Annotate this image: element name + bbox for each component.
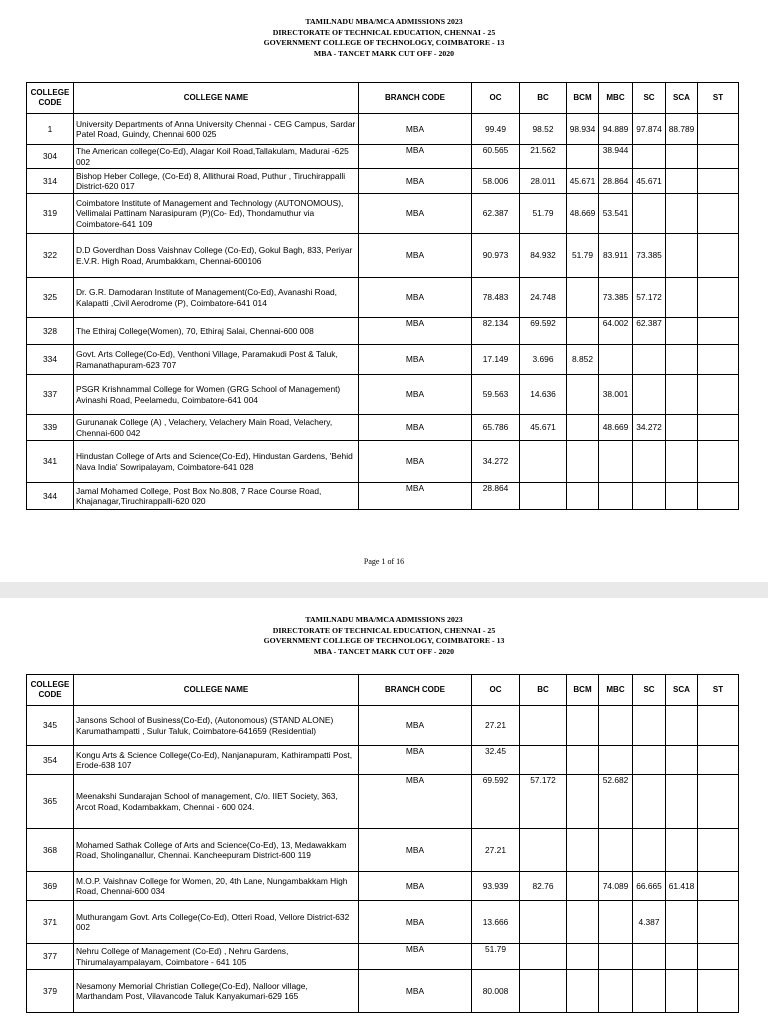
cell-mbc	[599, 345, 633, 375]
header-line-1: TAMILNADU MBA/MCA ADMISSIONS 2023	[305, 17, 463, 26]
cell-sca	[666, 234, 698, 278]
cell-college-code: 344	[27, 483, 74, 510]
cell-sc	[633, 746, 666, 775]
cell-oc: 59.563	[472, 375, 520, 415]
cell-st	[698, 441, 739, 483]
cell-college-code: 319	[27, 194, 74, 234]
cell-bc: 51.79	[520, 194, 567, 234]
header-line-3: GOVERNMENT COLLEGE OF TECHNOLOGY, COIMBATORE - 13	[263, 38, 505, 47]
cell-mbc	[599, 829, 633, 872]
col-sc: SC	[633, 83, 666, 114]
cell-college-name: Govt. Arts College(Co-Ed), Venthoni Village, Paramakudi Post & Taluk, Ramanathapuram-623 707	[74, 345, 359, 375]
cell-st	[698, 872, 739, 901]
cell-st	[698, 901, 739, 944]
cell-sca	[666, 145, 698, 169]
cell-oc: 62.387	[472, 194, 520, 234]
cell-st	[698, 775, 739, 829]
cell-sc	[633, 145, 666, 169]
cell-branch-code: MBA	[359, 901, 472, 944]
cell-sca	[666, 829, 698, 872]
cell-branch-code: MBA	[359, 234, 472, 278]
header-line-2: DIRECTORATE OF TECHNICAL EDUCATION, CHENNAI - 25	[272, 625, 496, 635]
header-line-4: MBA - TANCET MARK CUT OFF - 2020	[313, 646, 455, 656]
cell-bc: 82.76	[520, 872, 567, 901]
document-header	[0, 615, 768, 657]
cell-st	[698, 829, 739, 872]
header-line-4: MBA - TANCET MARK CUT OFF - 2020	[313, 48, 455, 58]
cell-mbc: 64.002	[599, 318, 633, 345]
table-row	[27, 944, 739, 970]
cell-oc: 60.565	[472, 145, 520, 169]
col-sc: SC	[633, 675, 666, 706]
cell-bcm	[567, 706, 599, 746]
cell-bc: 14.636	[520, 375, 567, 415]
cell-branch-code: MBA	[359, 483, 472, 510]
cell-bc: 57.172	[520, 775, 567, 829]
cell-college-code: 379	[27, 970, 74, 1013]
cell-college-name: The American college(Co-Ed), Alagar Koil Road,Tallakulam, Madurai -625 002	[74, 145, 359, 169]
cell-mbc: 74.089	[599, 872, 633, 901]
table-row	[27, 829, 739, 872]
cell-sc	[633, 345, 666, 375]
cell-college-code: 328	[27, 318, 74, 345]
table-header-row	[27, 675, 739, 706]
cell-bc	[520, 901, 567, 944]
table-row	[27, 970, 739, 1013]
cell-sca	[666, 415, 698, 441]
cell-college-code: 339	[27, 415, 74, 441]
cell-st	[698, 145, 739, 169]
cell-st	[698, 114, 739, 145]
cell-sca	[666, 318, 698, 345]
cell-college-name: Dr. G.R. Damodaran Institute of Management(Co-Ed), Avanashi Road, Kalapatti ,Civil Aerodrome (P), Coimbatore-641 014	[74, 278, 359, 318]
table-row	[27, 775, 739, 829]
cell-bc	[520, 706, 567, 746]
page-footer: Page 1 of 16	[363, 557, 405, 566]
col-bc: BC	[520, 675, 567, 706]
cell-branch-code: MBA	[359, 318, 472, 345]
cell-oc: 99.49	[472, 114, 520, 145]
cell-bc	[520, 483, 567, 510]
cutoff-table	[26, 82, 739, 510]
cell-sc	[633, 706, 666, 746]
cell-bc: 98.52	[520, 114, 567, 145]
cell-bc: 45.671	[520, 415, 567, 441]
cell-oc: 58.006	[472, 169, 520, 194]
cell-sca: 88.789	[666, 114, 698, 145]
cell-bcm	[567, 145, 599, 169]
cell-oc: 90.973	[472, 234, 520, 278]
cell-st	[698, 375, 739, 415]
cell-bc: 28.011	[520, 169, 567, 194]
table-body	[27, 114, 739, 510]
table-header-row	[27, 83, 739, 114]
table-row	[27, 278, 739, 318]
cell-st	[698, 318, 739, 345]
table-row	[27, 169, 739, 194]
cell-bc	[520, 829, 567, 872]
cell-st	[698, 746, 739, 775]
cell-bc	[520, 970, 567, 1013]
table-body	[27, 706, 739, 1013]
cell-bcm: 8.852	[567, 345, 599, 375]
cell-college-code: 304	[27, 145, 74, 169]
cell-mbc	[599, 970, 633, 1013]
cell-college-name: M.O.P. Vaishnav College for Women, 20, 4th Lane, Nungambakkam High Road, Chennai-600 034	[74, 872, 359, 901]
col-st: ST	[698, 675, 739, 706]
cell-college-name: PSGR Krishnammal College for Women (GRG School of Management) Avinashi Road, Peelamedu, Coimbatore-641 004	[74, 375, 359, 415]
cell-sc	[633, 194, 666, 234]
cell-st	[698, 706, 739, 746]
cell-bc	[520, 944, 567, 970]
table-row	[27, 415, 739, 441]
cell-sc	[633, 375, 666, 415]
cell-sca	[666, 970, 698, 1013]
cell-bc: 24.748	[520, 278, 567, 318]
col-college-code: COLLEGE CODE	[27, 675, 74, 706]
cell-college-code: 337	[27, 375, 74, 415]
cell-branch-code: MBA	[359, 706, 472, 746]
cell-college-name: Jansons School of Business(Co-Ed), (Autonomous) (STAND ALONE) Karumathampatti , Sulur Taluk, Coimbatore-641659 (Residential)	[74, 706, 359, 746]
cell-mbc: 38.944	[599, 145, 633, 169]
cell-bcm	[567, 872, 599, 901]
cell-bcm	[567, 441, 599, 483]
cell-college-name: Bishop Heber College, (Co-Ed) 8, Allithurai Road, Puthur , Tiruchirappalli District-620 017	[74, 169, 359, 194]
cell-sc: 73.385	[633, 234, 666, 278]
header-line-3: GOVERNMENT COLLEGE OF TECHNOLOGY, COIMBATORE - 13	[263, 636, 505, 645]
cell-branch-code: MBA	[359, 278, 472, 318]
table-row	[27, 706, 739, 746]
cell-bcm: 98.934	[567, 114, 599, 145]
cell-college-code: 322	[27, 234, 74, 278]
cell-sca	[666, 441, 698, 483]
cell-bc	[520, 441, 567, 483]
cell-college-name: D.D Goverdhan Doss Vaishnav College (Co-Ed), Gokul Bagh, 833, Periyar E.V.R. High Road, Arumbakkam, Chennai-600106	[74, 234, 359, 278]
cell-mbc	[599, 483, 633, 510]
cell-mbc	[599, 441, 633, 483]
cell-mbc: 48.669	[599, 415, 633, 441]
cell-sca	[666, 345, 698, 375]
table-row	[27, 441, 739, 483]
cell-bcm	[567, 970, 599, 1013]
cell-college-name: Nehru College of Management (Co-Ed) , Nehru Gardens, Thirumalayampalayam, Coimbatore - 641 105	[74, 944, 359, 970]
cell-mbc	[599, 944, 633, 970]
cell-college-name: Meenakshi Sundarajan School of management, C/o. IIET Society, 363, Arcot Road, Kodambakkam, Chennai - 600 024.	[74, 775, 359, 829]
cell-sc	[633, 829, 666, 872]
cell-bcm	[567, 278, 599, 318]
table-row	[27, 234, 739, 278]
cell-oc: 65.786	[472, 415, 520, 441]
cell-bc: 3.696	[520, 345, 567, 375]
cell-college-code: 334	[27, 345, 74, 375]
header-line-2: DIRECTORATE OF TECHNICAL EDUCATION, CHENNAI - 25	[272, 27, 496, 37]
cell-bc	[520, 746, 567, 775]
cell-sc	[633, 944, 666, 970]
cell-bc: 21.562	[520, 145, 567, 169]
cell-branch-code: MBA	[359, 970, 472, 1013]
cell-sca	[666, 775, 698, 829]
cell-branch-code: MBA	[359, 415, 472, 441]
cell-sca	[666, 944, 698, 970]
cell-oc: 28.864	[472, 483, 520, 510]
col-branch-code: BRANCH CODE	[359, 83, 472, 114]
cell-mbc	[599, 746, 633, 775]
cell-st	[698, 278, 739, 318]
cell-bc: 69.592	[520, 318, 567, 345]
col-bcm: BCM	[567, 675, 599, 706]
cell-college-code: 371	[27, 901, 74, 944]
cell-bc: 84.932	[520, 234, 567, 278]
cell-sc	[633, 775, 666, 829]
cell-st	[698, 234, 739, 278]
cell-bcm: 48.669	[567, 194, 599, 234]
cell-college-code: 354	[27, 746, 74, 775]
cell-mbc	[599, 901, 633, 944]
cell-branch-code: MBA	[359, 829, 472, 872]
cell-college-code: 377	[27, 944, 74, 970]
cell-sca	[666, 483, 698, 510]
cell-branch-code: MBA	[359, 194, 472, 234]
cell-oc: 32.45	[472, 746, 520, 775]
col-bc: BC	[520, 83, 567, 114]
cell-bcm	[567, 375, 599, 415]
cell-oc: 27.21	[472, 829, 520, 872]
cell-branch-code: MBA	[359, 944, 472, 970]
cell-sc	[633, 970, 666, 1013]
cell-mbc	[599, 706, 633, 746]
col-college-name: COLLEGE NAME	[74, 675, 359, 706]
cell-oc: 27.21	[472, 706, 520, 746]
cell-branch-code: MBA	[359, 441, 472, 483]
cell-sca	[666, 278, 698, 318]
table-row	[27, 318, 739, 345]
col-branch-code: BRANCH CODE	[359, 675, 472, 706]
cutoff-table	[26, 674, 739, 1013]
cell-branch-code: MBA	[359, 775, 472, 829]
cell-mbc: 28.864	[599, 169, 633, 194]
cell-branch-code: MBA	[359, 169, 472, 194]
col-mbc: MBC	[599, 675, 633, 706]
cell-college-name: Coimbatore Institute of Management and Technology (AUTONOMOUS), Vellimalai Pattinam Narasipuram (P)(Co- Ed), Thondamuthur via Coimbatore-641 109	[74, 194, 359, 234]
cell-college-code: 341	[27, 441, 74, 483]
table-row	[27, 746, 739, 775]
table-row	[27, 345, 739, 375]
cell-bcm	[567, 901, 599, 944]
cell-college-name: Kongu Arts & Science College(Co-Ed), Nanjanapuram, Kathirampatti Post, Erode-638 107	[74, 746, 359, 775]
cell-oc: 93.939	[472, 872, 520, 901]
cell-sc: 4.387	[633, 901, 666, 944]
cell-college-code: 345	[27, 706, 74, 746]
cell-college-name: The Ethiraj College(Women), 70, Ethiraj Salai, Chennai-600 008	[74, 318, 359, 345]
cell-sca	[666, 746, 698, 775]
cell-branch-code: MBA	[359, 114, 472, 145]
cell-branch-code: MBA	[359, 145, 472, 169]
col-sca: SCA	[666, 675, 698, 706]
cell-sc: 62.387	[633, 318, 666, 345]
table-row	[27, 483, 739, 510]
table-row	[27, 194, 739, 234]
cell-mbc: 53.541	[599, 194, 633, 234]
cell-st	[698, 194, 739, 234]
cell-sc: 97.874	[633, 114, 666, 145]
cell-sc: 45.671	[633, 169, 666, 194]
cell-sc: 66.665	[633, 872, 666, 901]
cell-college-code: 314	[27, 169, 74, 194]
cell-college-name: Muthurangam Govt. Arts College(Co-Ed), Otteri Road, Vellore District-632 002	[74, 901, 359, 944]
cell-sca	[666, 194, 698, 234]
col-sca: SCA	[666, 83, 698, 114]
cell-bcm: 51.79	[567, 234, 599, 278]
table-row	[27, 145, 739, 169]
cell-oc: 69.592	[472, 775, 520, 829]
cell-sc: 34.272	[633, 415, 666, 441]
cell-sca	[666, 706, 698, 746]
col-college-name: COLLEGE NAME	[74, 83, 359, 114]
cell-college-name: University Departments of Anna University Chennai - CEG Campus, Sardar Patel Road, Guindy, Chennai 600 025	[74, 114, 359, 145]
cell-mbc: 52.682	[599, 775, 633, 829]
cell-mbc: 83.911	[599, 234, 633, 278]
cell-bcm	[567, 775, 599, 829]
cell-college-name: Mohamed Sathak College of Arts and Science(Co-Ed), 13, Medawakkam Road, Sholinganallur, Chennai. Kancheepuram District-600 119	[74, 829, 359, 872]
cell-oc: 17.149	[472, 345, 520, 375]
cell-sca	[666, 169, 698, 194]
cell-oc: 13.666	[472, 901, 520, 944]
cell-st	[698, 483, 739, 510]
cell-sc: 57.172	[633, 278, 666, 318]
cell-branch-code: MBA	[359, 345, 472, 375]
cell-bcm	[567, 746, 599, 775]
cell-oc: 34.272	[472, 441, 520, 483]
cell-college-name: Gurunanak College (A) , Velachery, Velachery Main Road, Velachery, Chennai-600 042	[74, 415, 359, 441]
cell-sca: 61.418	[666, 872, 698, 901]
cell-college-code: 325	[27, 278, 74, 318]
cell-bcm	[567, 829, 599, 872]
col-college-code: COLLEGE CODE	[27, 83, 74, 114]
cell-college-code: 369	[27, 872, 74, 901]
cell-sca	[666, 901, 698, 944]
cell-oc: 80.008	[472, 970, 520, 1013]
cell-mbc: 94.889	[599, 114, 633, 145]
col-st: ST	[698, 83, 739, 114]
cell-branch-code: MBA	[359, 872, 472, 901]
cell-oc: 51.79	[472, 944, 520, 970]
cell-bcm	[567, 944, 599, 970]
cell-bcm	[567, 415, 599, 441]
cell-mbc: 38.001	[599, 375, 633, 415]
cell-sca	[666, 375, 698, 415]
cell-st	[698, 944, 739, 970]
header-line-1: TAMILNADU MBA/MCA ADMISSIONS 2023	[305, 615, 463, 624]
cell-oc: 82.134	[472, 318, 520, 345]
table-row	[27, 872, 739, 901]
cell-college-code: 368	[27, 829, 74, 872]
cell-college-name: Jamal Mohamed College, Post Box No.808, 7 Race Course Road, Khajanagar,Tiruchirappalli-620 020	[74, 483, 359, 510]
page-2	[0, 598, 768, 1024]
cell-mbc: 73.385	[599, 278, 633, 318]
cell-college-code: 365	[27, 775, 74, 829]
cell-st	[698, 345, 739, 375]
cell-sc	[633, 483, 666, 510]
document-header	[0, 17, 768, 59]
col-oc: OC	[472, 83, 520, 114]
col-bcm: BCM	[567, 83, 599, 114]
cell-sc	[633, 441, 666, 483]
cell-st	[698, 415, 739, 441]
cell-st	[698, 169, 739, 194]
cell-college-name: Nesamony Memorial Christian College(Co-Ed), Nalloor village, Marthandam Post, Vilavancode Taluk Kanyakumari-629 165	[74, 970, 359, 1013]
cell-bcm	[567, 318, 599, 345]
cell-bcm	[567, 483, 599, 510]
cell-college-name: Hindustan College of Arts and Science(Co-Ed), Hindustan Gardens, 'Behid Nava India' Sowripalayam, Coimbatore-641 028	[74, 441, 359, 483]
cell-bcm: 45.671	[567, 169, 599, 194]
table-row	[27, 901, 739, 944]
cell-college-code: 1	[27, 114, 74, 145]
table-row	[27, 375, 739, 415]
table-row	[27, 114, 739, 145]
cell-branch-code: MBA	[359, 746, 472, 775]
col-mbc: MBC	[599, 83, 633, 114]
cell-st	[698, 970, 739, 1013]
cell-branch-code: MBA	[359, 375, 472, 415]
col-oc: OC	[472, 675, 520, 706]
cell-oc: 78.483	[472, 278, 520, 318]
